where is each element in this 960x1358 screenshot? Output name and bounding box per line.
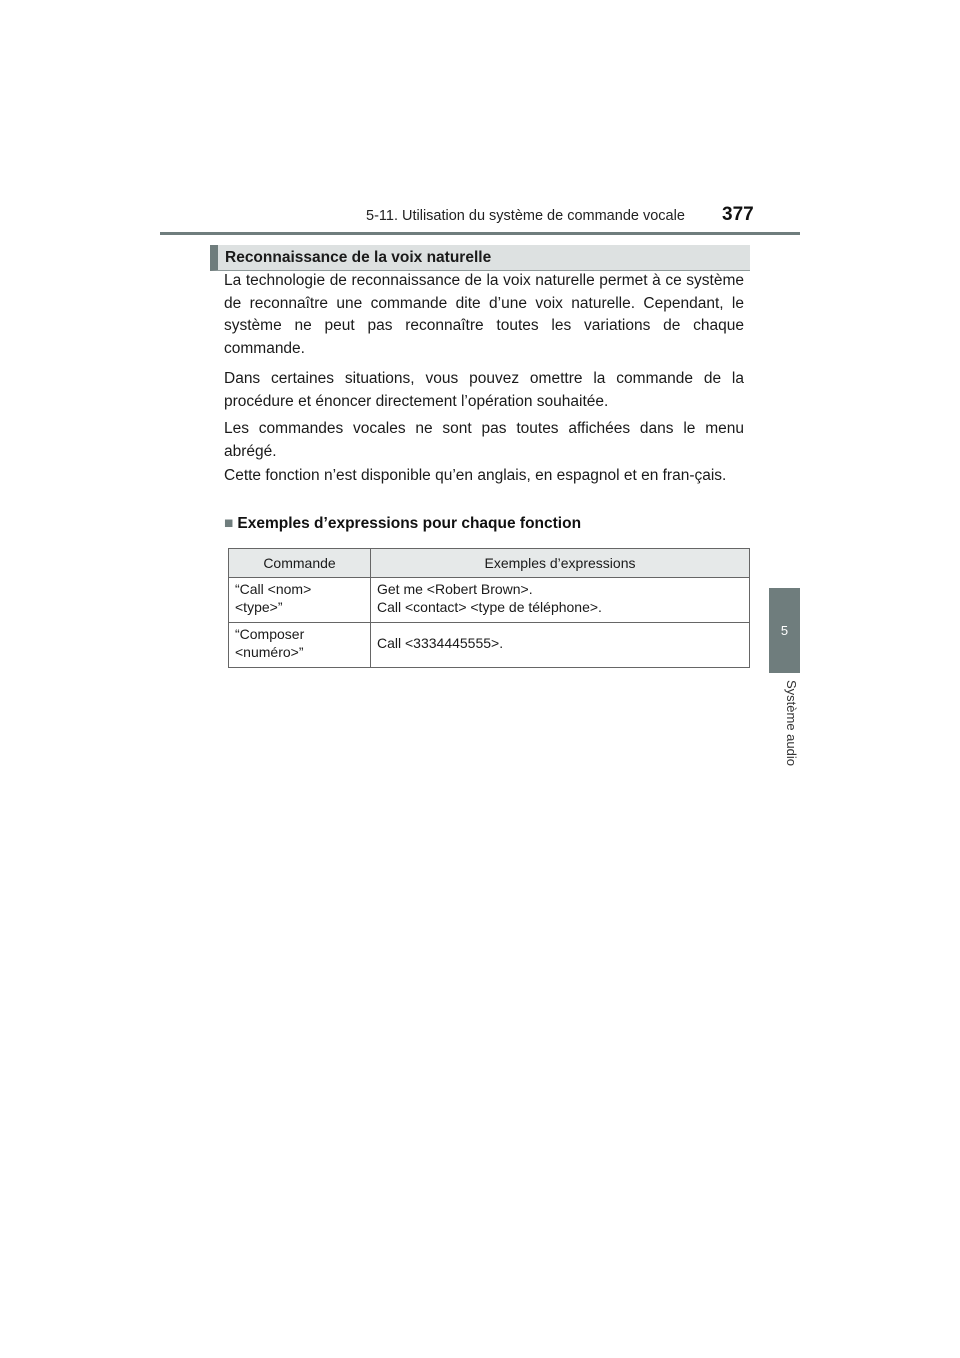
column-header-examples: Exemples d’expressions xyxy=(371,549,750,578)
expressions-table xyxy=(228,548,750,668)
column-header-command: Commande xyxy=(229,549,371,578)
paragraph-1: La technologie de reconnaissance de la voix naturelle permet à ce système de reconnaître une commande dite d’une voix naturelle. Cependant, le système ne peut pas reconnaître toutes les variations de chaque commande. xyxy=(224,272,744,357)
table-cell-command: “Call <nom> <type>” xyxy=(229,578,371,623)
table-header-row xyxy=(229,549,750,578)
running-header-title: 5-11. Utilisation du système de commande vocale xyxy=(366,208,685,224)
header-rule xyxy=(160,232,800,235)
table-cell-command: “Composer <numéro>” xyxy=(229,623,371,668)
section-heading: Reconnaissance de la voix naturelle xyxy=(210,245,750,271)
subheading-text: Exemples d’expressions pour chaque fonction xyxy=(237,515,582,532)
table-cell-examples: Call <3334445555>. xyxy=(371,623,750,668)
paragraph-2: Dans certaines situations, vous pouvez omettre la commande de la procédure et énoncer directement l’opération souhaitée. xyxy=(224,370,744,410)
paragraph-3: Les commandes vocales ne sont pas toutes affichées dans le menu abrégé. xyxy=(224,420,744,460)
chapter-label: Système audio xyxy=(784,680,799,766)
chapter-tab xyxy=(769,588,800,673)
subheading xyxy=(224,515,581,533)
page-number: 377 xyxy=(722,204,754,225)
table-row xyxy=(229,623,750,668)
square-bullet-icon: ■ xyxy=(224,515,234,532)
paragraph-4: Cette fonction n’est disponible qu’en anglais, en espagnol et en fran-çais. xyxy=(224,467,727,484)
chapter-number: 5 xyxy=(780,623,789,638)
table-row xyxy=(229,578,750,623)
table-cell-examples: Get me <Robert Brown>. Call <contact> <type de téléphone>. xyxy=(371,578,750,623)
